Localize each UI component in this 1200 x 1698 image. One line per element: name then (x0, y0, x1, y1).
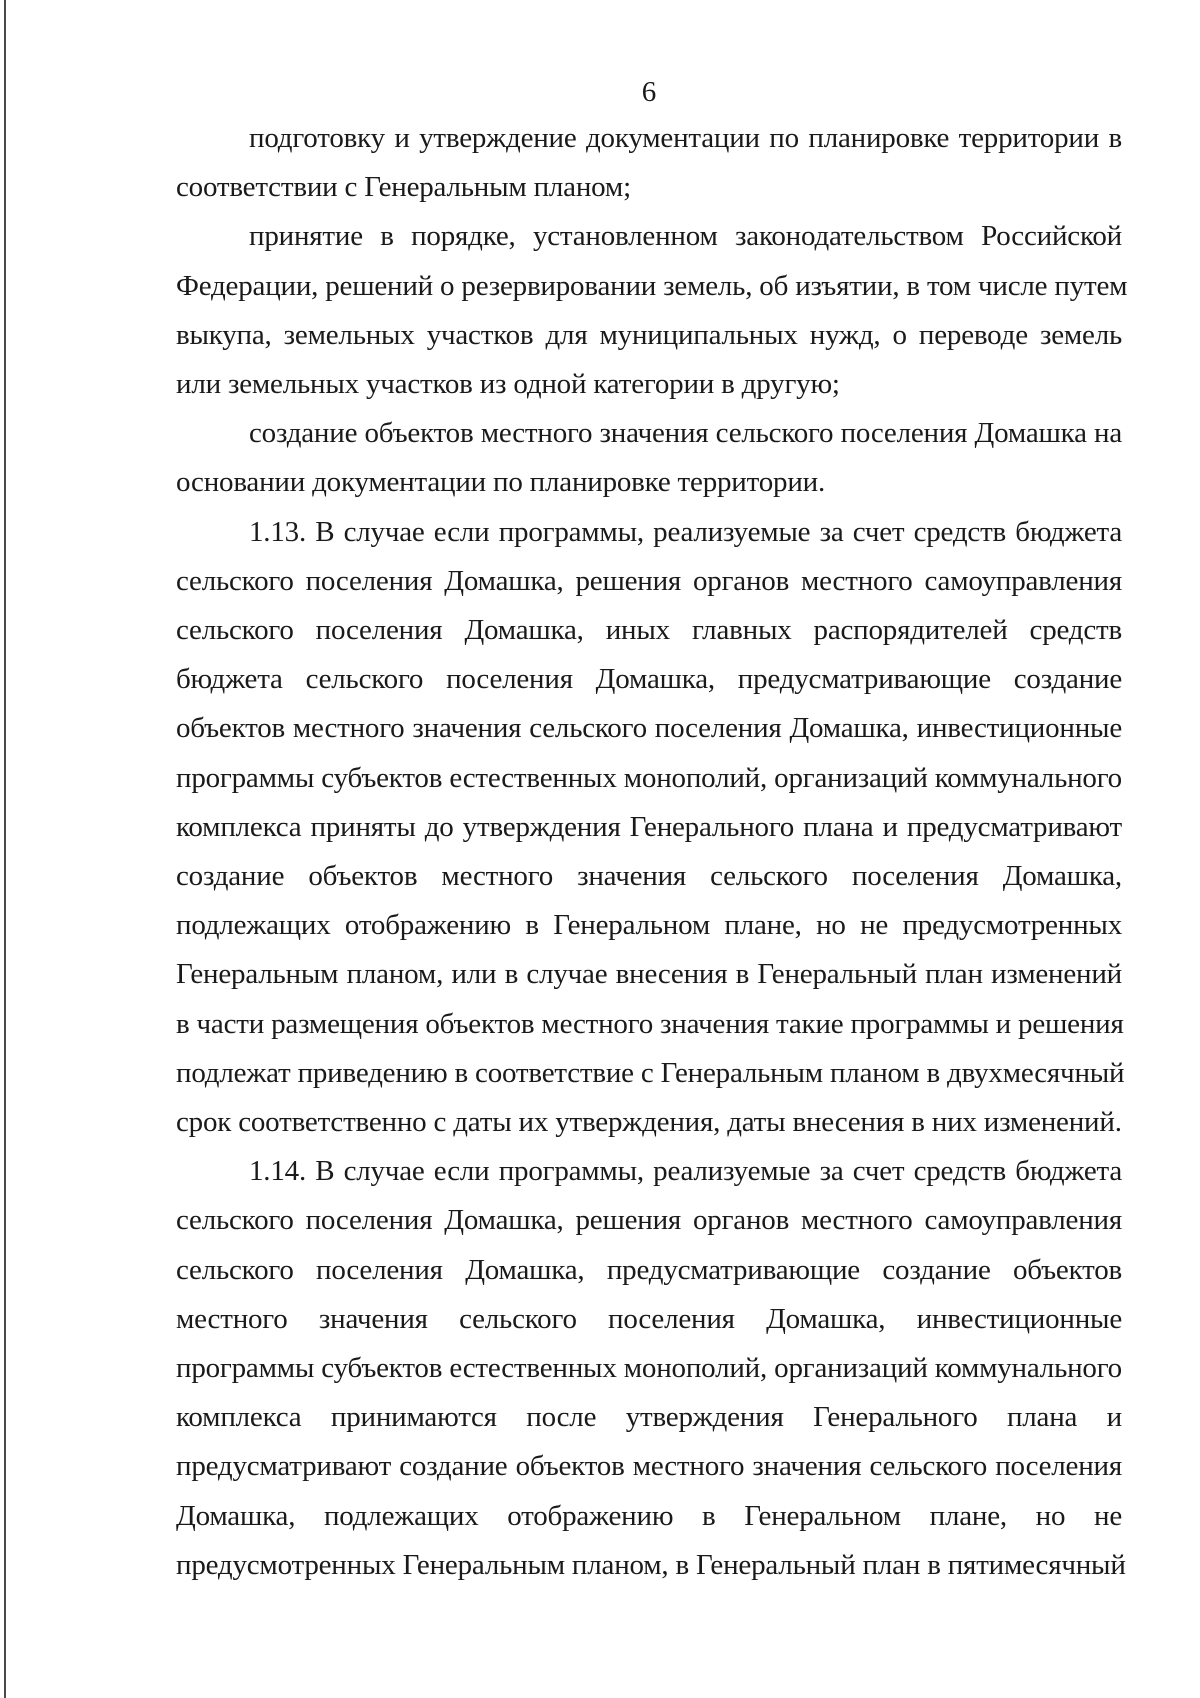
text-line: 1.14. В случае если программы, реализуемые за счет средств бюджета (249, 1155, 1122, 1188)
text-line: предусмотренных Генеральным планом, в Генеральный план в пятимесячный (176, 1548, 1126, 1581)
text-line: в части размещения объектов местного значения такие программы и решения (176, 1007, 1124, 1040)
document-page (176, 72, 1128, 1590)
text-line: программы субъектов естественных монополий, организаций коммунального (176, 1352, 1122, 1385)
text-line: или земельных участков из одной категории в другую; (176, 368, 840, 401)
text-line: Домашка, подлежащих отображению в Генеральном плане, но не (176, 1499, 1122, 1532)
text-line: 1.13. В случае если программы, реализуемые за счет средств бюджета (249, 515, 1122, 548)
text-line: основании документации по планировке территории. (176, 466, 826, 499)
paragraph (176, 114, 1122, 212)
paragraph (176, 409, 1122, 507)
text-line: подлежащих отображению в Генеральном плане, но не предусмотренных (176, 909, 1122, 942)
page-number: 6 (641, 76, 657, 108)
text-line: Федерации, решений о резервировании земель, об изъятии, в том числе путем (176, 269, 1128, 302)
text-line: выкупа, земельных участков для муниципальных нужд, о переводе земель (176, 318, 1122, 351)
paragraph (176, 212, 1128, 409)
paragraph (176, 1147, 1126, 1590)
text-line: создание объектов местного значения сельского поселения Домашка, (176, 860, 1122, 893)
text-line: сельского поселения Домашка, предусматривающие создание объектов (176, 1253, 1122, 1286)
text-line: бюджета сельского поселения Домашка, предусматривающие создание (176, 663, 1122, 696)
text-line: принятие в порядке, установленном законодательством Российской (249, 220, 1122, 253)
text-line: сельского поселения Домашка, иных главных распорядителей средств (176, 614, 1122, 647)
text-line: комплекса приняты до утверждения Генерального плана и предусматривают (176, 810, 1122, 843)
text-line: предусматривают создание объектов местного значения сельского поселения (176, 1450, 1122, 1483)
text-line: сельского поселения Домашка, решения органов местного самоуправления (176, 564, 1122, 597)
text-line: сельского поселения Домашка, решения органов местного самоуправления (176, 1204, 1122, 1237)
paragraph (176, 508, 1125, 1148)
text-line: создание объектов местного значения сельского поселения Домашка на (249, 417, 1122, 450)
text-line: местного значения сельского поселения Домашка, инвестиционные (176, 1302, 1122, 1335)
text-line: Генеральным планом, или в случае внесения в Генеральный план изменений (176, 958, 1122, 991)
scan-edge-line (4, 0, 6, 1698)
text-line: соответствии с Генеральным планом; (176, 171, 631, 204)
text-line: подлежат приведению в соответствие с Генеральным планом в двухмесячный (176, 1056, 1125, 1089)
document-body (176, 114, 1128, 1590)
text-line: подготовку и утверждение документации по планировке территории в (249, 122, 1122, 154)
text-line: объектов местного значения сельского поселения Домашка, инвестиционные (176, 712, 1122, 745)
text-line: срок соответственно с даты их утверждения, даты внесения в них изменений. (176, 1106, 1122, 1139)
text-line: комплекса принимаются после утверждения Генерального плана и (176, 1401, 1122, 1434)
text-line: программы субъектов естественных монополий, организаций коммунального (176, 761, 1122, 794)
